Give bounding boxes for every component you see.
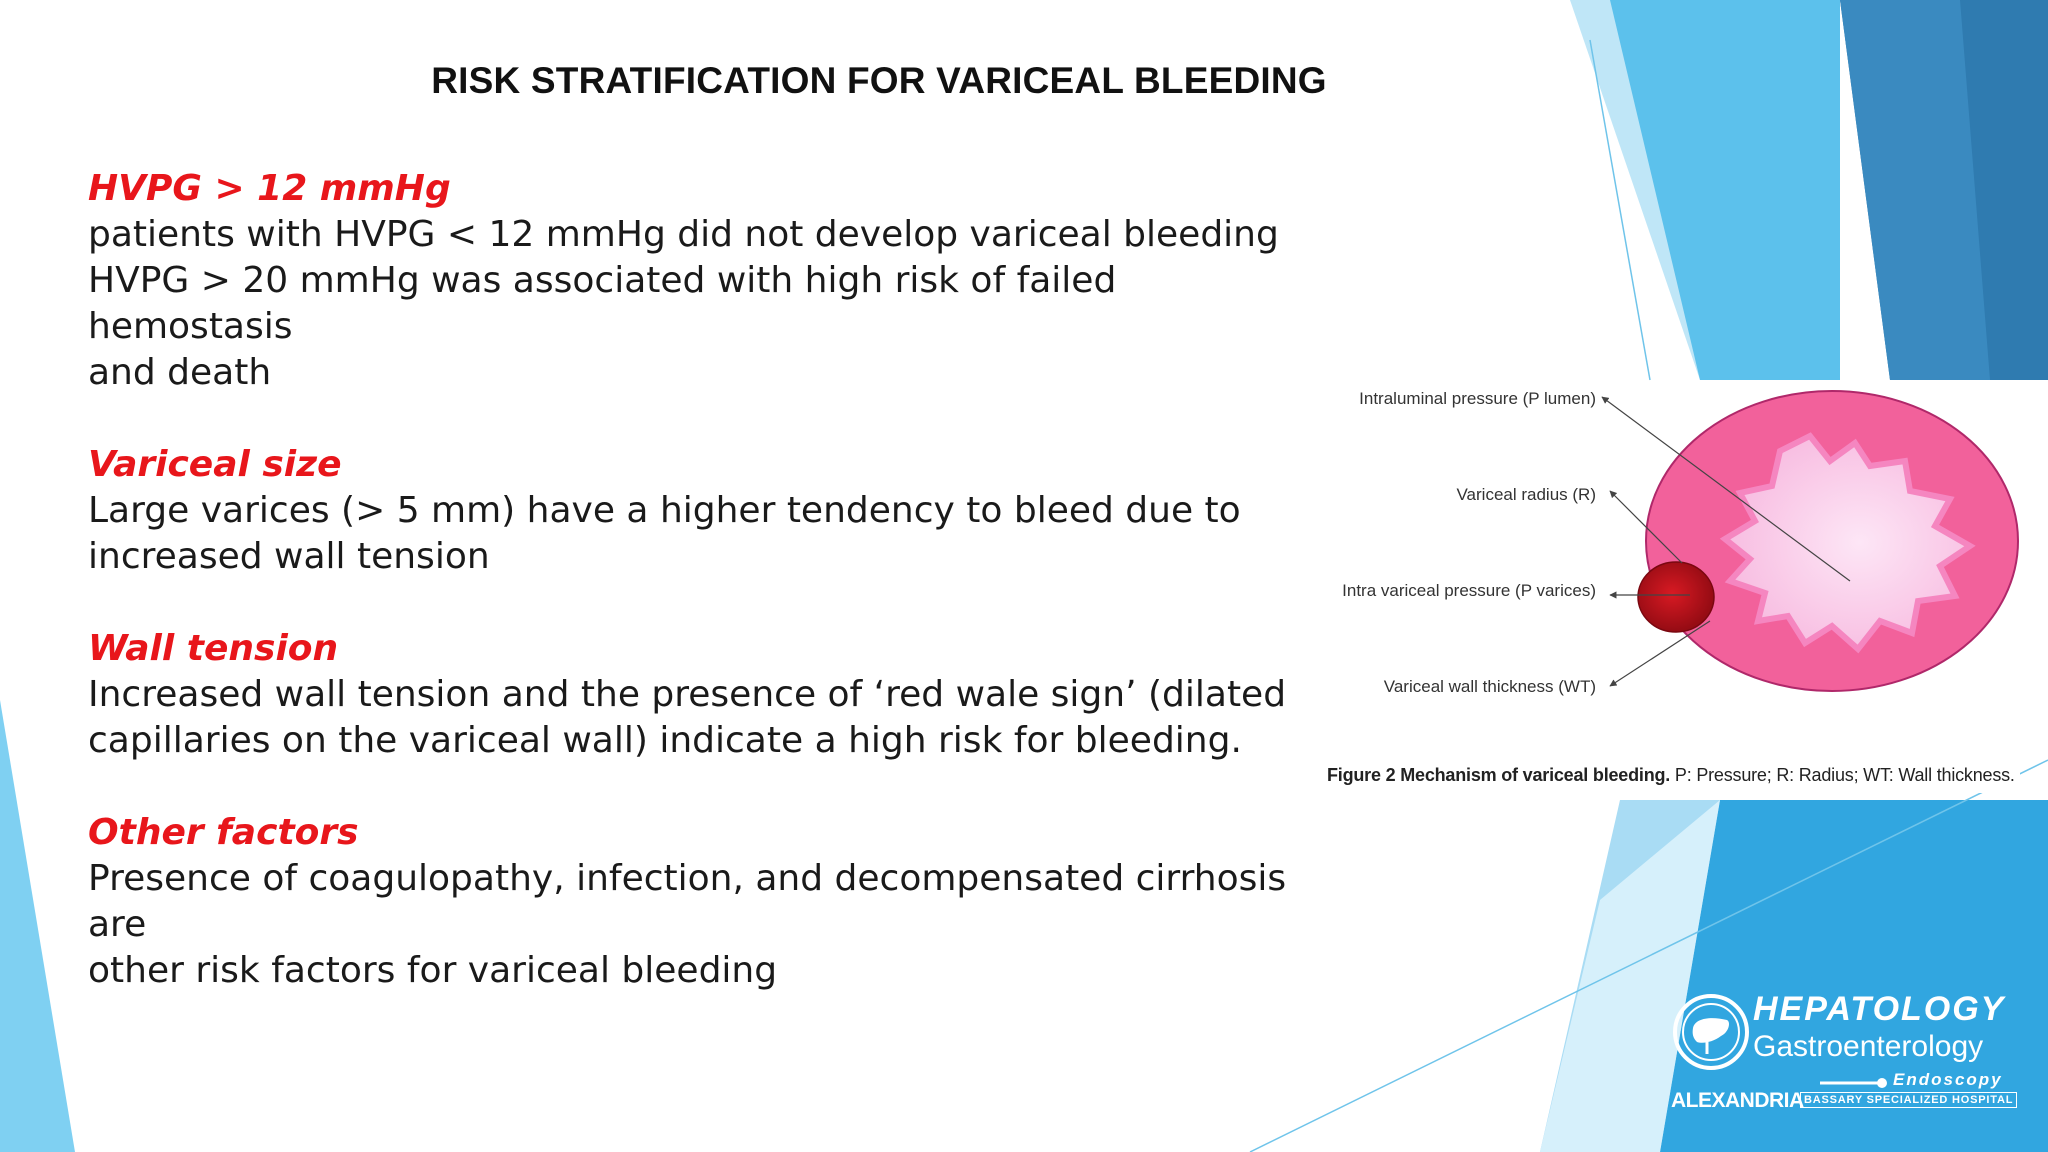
section-heading: Variceal size: [88, 444, 342, 485]
section-heading: Other factors: [88, 812, 359, 853]
section-variceal-size: [88, 442, 1328, 580]
section-line: Presence of coagulopathy, infection, and decompensated cirrhosis are: [88, 858, 1287, 945]
varix-bulge: [1638, 562, 1714, 632]
caption-rest: P: Pressure; R: Radius; WT: Wall thickness.: [1670, 765, 2015, 785]
section-line: capillaries on the variceal wall) indicate a high risk for bleeding.: [88, 720, 1242, 761]
logo-hospital-name: BASSARY SPECIALIZED HOSPITAL: [1800, 1092, 2017, 1108]
slide-title: RISK STRATIFICATION FOR VARICEAL BLEEDING: [431, 60, 1327, 101]
section-heading: HVPG > 12 mmHg: [88, 168, 451, 209]
section-line: Increased wall tension and the presence of ‘red wale sign’ (dilated: [88, 674, 1287, 715]
section-line: Large varices (> 5 mm) have a higher tendency to bleed due to: [88, 490, 1241, 531]
slide-content: [88, 166, 1328, 1040]
section-heading: Wall tension: [88, 628, 339, 669]
left-edge-shape: [0, 700, 75, 1152]
section-line: HVPG > 20 mmHg was associated with high risk of failed hemostasis: [88, 260, 1117, 347]
caption-bold: Figure 2 Mechanism of variceal bleeding.: [1327, 765, 1671, 785]
hospital-logo: [1665, 990, 2025, 1115]
section-line: increased wall tension: [88, 536, 490, 577]
logo-endoscopy: Endoscopy: [1893, 1070, 2003, 1089]
label-radius: Variceal radius (R): [1456, 485, 1596, 504]
logo-gastroenterology: Gastroenterology: [1753, 1030, 1984, 1063]
figure-caption: [1327, 765, 2017, 786]
label-p-lumen: Intraluminal pressure (P lumen): [1359, 389, 1596, 408]
label-p-varices: Intra variceal pressure (P varices): [1342, 581, 1596, 600]
variceal-diagram: [1310, 381, 2020, 793]
section-wall-tension: [88, 626, 1328, 764]
logo-alexandria: ALEXANDRIA: [1671, 1089, 1804, 1112]
section-other-factors: [88, 810, 1328, 994]
label-wall-thickness: Variceal wall thickness (WT): [1383, 677, 1596, 696]
section-line: patients with HVPG < 12 mmHg did not develop variceal bleeding: [88, 214, 1279, 255]
logo-hepatology: HEPATOLOGY: [1753, 990, 2006, 1028]
section-line: and death: [88, 352, 272, 393]
endoscope-icon: [1820, 1076, 1890, 1090]
section-line: other risk factors for variceal bleeding: [88, 950, 778, 991]
liver-logo-icon: [1671, 992, 1751, 1072]
variceal-bleeding-figure: [1310, 381, 2020, 793]
pointer-wall-thickness: [1610, 621, 1710, 686]
section-hvpg: [88, 166, 1328, 396]
